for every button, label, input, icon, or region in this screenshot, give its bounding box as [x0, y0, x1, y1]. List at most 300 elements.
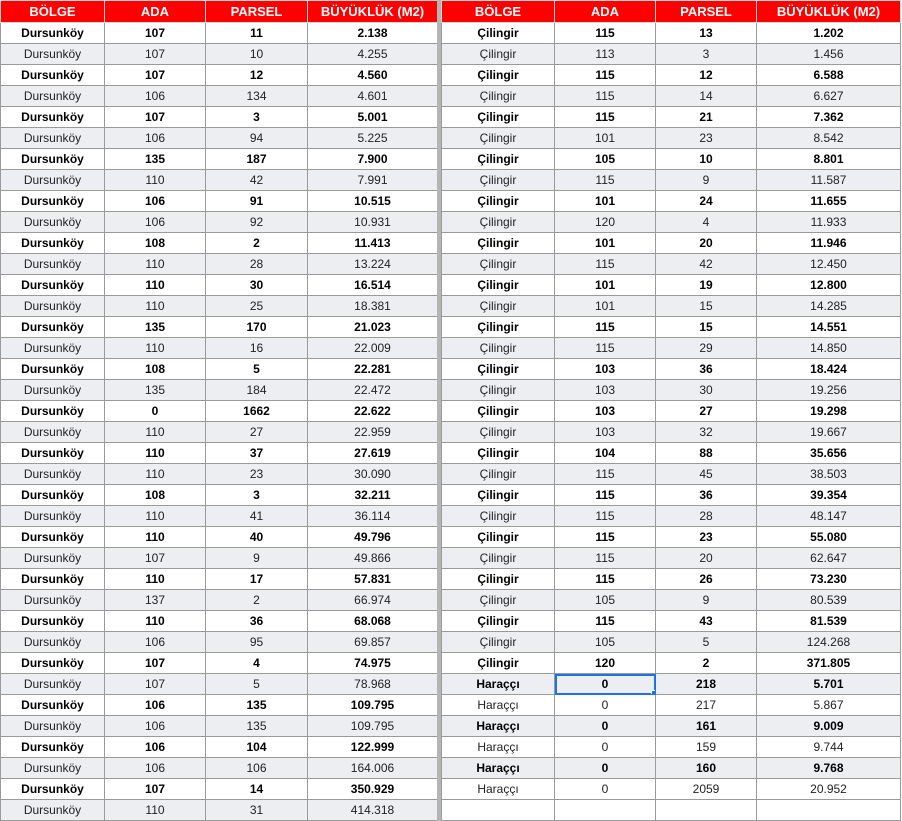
- cell-ada[interactable]: 115: [555, 317, 656, 338]
- cell-buyukluk[interactable]: 22.472: [308, 380, 438, 401]
- cell-bolge[interactable]: Çilingir: [442, 359, 555, 380]
- cell-bolge[interactable]: Çilingir: [442, 338, 555, 359]
- header-parsel[interactable]: PARSEL: [656, 1, 757, 23]
- cell-ada[interactable]: 115: [555, 23, 656, 44]
- cell-buyukluk[interactable]: 35.656: [757, 443, 901, 464]
- cell-ada[interactable]: 103: [555, 359, 656, 380]
- cell-buyukluk[interactable]: 22.281: [308, 359, 438, 380]
- cell-parsel[interactable]: 32: [656, 422, 757, 443]
- cell-bolge[interactable]: Dursunköy: [1, 107, 105, 128]
- cell-ada[interactable]: 104: [555, 443, 656, 464]
- cell-buyukluk[interactable]: 6.627: [757, 86, 901, 107]
- cell-ada[interactable]: 107: [105, 65, 206, 86]
- cell-buyukluk[interactable]: 9.009: [757, 716, 901, 737]
- cell-bolge[interactable]: Dursunköy: [1, 590, 105, 611]
- cell-buyukluk[interactable]: 73.230: [757, 569, 901, 590]
- cell-buyukluk[interactable]: 14.850: [757, 338, 901, 359]
- cell-bolge[interactable]: Dursunköy: [1, 86, 105, 107]
- cell-buyukluk[interactable]: 1.202: [757, 23, 901, 44]
- cell-ada[interactable]: 115: [555, 611, 656, 632]
- cell-ada[interactable]: 115: [555, 569, 656, 590]
- header-bolge[interactable]: BÖLGE: [442, 1, 555, 23]
- cell-ada[interactable]: 101: [555, 296, 656, 317]
- cell-ada[interactable]: 120: [555, 653, 656, 674]
- header-parsel[interactable]: PARSEL: [206, 1, 308, 23]
- cell-buyukluk[interactable]: 55.080: [757, 527, 901, 548]
- cell-parsel[interactable]: 135: [206, 716, 308, 737]
- cell-parsel[interactable]: 12: [656, 65, 757, 86]
- cell-ada[interactable]: 135: [105, 317, 206, 338]
- cell-ada[interactable]: 115: [555, 170, 656, 191]
- cell-buyukluk[interactable]: 5.867: [757, 695, 901, 716]
- cell-parsel[interactable]: 40: [206, 527, 308, 548]
- cell-ada[interactable]: 110: [105, 443, 206, 464]
- cell-bolge[interactable]: Haraççı: [442, 758, 555, 779]
- cell-bolge[interactable]: Çilingir: [442, 170, 555, 191]
- cell-buyukluk[interactable]: 5.001: [308, 107, 438, 128]
- cell-parsel[interactable]: 2: [206, 590, 308, 611]
- cell-parsel[interactable]: 161: [656, 716, 757, 737]
- cell-ada[interactable]: 110: [105, 569, 206, 590]
- cell-bolge[interactable]: Dursunköy: [1, 653, 105, 674]
- cell-parsel[interactable]: 2: [206, 233, 308, 254]
- cell-buyukluk[interactable]: 19.667: [757, 422, 901, 443]
- cell-ada[interactable]: 107: [105, 23, 206, 44]
- header-bolge[interactable]: BÖLGE: [1, 1, 105, 23]
- cell-ada[interactable]: 108: [105, 233, 206, 254]
- cell-ada[interactable]: 101: [555, 128, 656, 149]
- cell-ada[interactable]: 106: [105, 737, 206, 758]
- cell-ada[interactable]: 0: [555, 695, 656, 716]
- cell-buyukluk[interactable]: 1.456: [757, 44, 901, 65]
- cell-bolge[interactable]: Dursunköy: [1, 149, 105, 170]
- cell-buyukluk[interactable]: 10.931: [308, 212, 438, 233]
- cell-ada[interactable]: 101: [555, 191, 656, 212]
- cell-bolge[interactable]: Dursunköy: [1, 443, 105, 464]
- cell-buyukluk[interactable]: 9.744: [757, 737, 901, 758]
- cell-parsel[interactable]: 13: [656, 23, 757, 44]
- cell-parsel[interactable]: 10: [656, 149, 757, 170]
- cell-ada[interactable]: 135: [105, 149, 206, 170]
- cell-bolge[interactable]: Dursunköy: [1, 485, 105, 506]
- cell-bolge[interactable]: Çilingir: [442, 401, 555, 422]
- cell-parsel[interactable]: 45: [656, 464, 757, 485]
- cell-parsel[interactable]: 159: [656, 737, 757, 758]
- cell-buyukluk[interactable]: 7.362: [757, 107, 901, 128]
- cell-ada[interactable]: 110: [105, 506, 206, 527]
- cell-bolge[interactable]: Dursunköy: [1, 422, 105, 443]
- cell-bolge[interactable]: Dursunköy: [1, 695, 105, 716]
- cell-bolge[interactable]: Dursunköy: [1, 317, 105, 338]
- cell-parsel[interactable]: 24: [656, 191, 757, 212]
- cell-buyukluk[interactable]: 78.968: [308, 674, 438, 695]
- header-ada[interactable]: ADA: [555, 1, 656, 23]
- cell-buyukluk[interactable]: 68.068: [308, 611, 438, 632]
- cell-ada[interactable]: 115: [555, 485, 656, 506]
- cell-ada[interactable]: 137: [105, 590, 206, 611]
- cell-bolge[interactable]: Haraççı: [442, 695, 555, 716]
- cell-bolge[interactable]: Çilingir: [442, 380, 555, 401]
- cell-bolge[interactable]: Dursunköy: [1, 674, 105, 695]
- cell-ada[interactable]: 107: [105, 548, 206, 569]
- cell-parsel[interactable]: 170: [206, 317, 308, 338]
- cell-parsel[interactable]: 27: [206, 422, 308, 443]
- cell-parsel[interactable]: 15: [656, 296, 757, 317]
- cell-bolge[interactable]: Çilingir: [442, 464, 555, 485]
- cell-parsel[interactable]: 5: [206, 359, 308, 380]
- cell-ada[interactable]: 110: [105, 254, 206, 275]
- cell-bolge[interactable]: Dursunköy: [1, 233, 105, 254]
- cell-buyukluk[interactable]: 21.023: [308, 317, 438, 338]
- cell-ada[interactable]: 101: [555, 275, 656, 296]
- cell-buyukluk[interactable]: 22.959: [308, 422, 438, 443]
- cell-buyukluk[interactable]: 16.514: [308, 275, 438, 296]
- cell-ada[interactable]: 106: [105, 212, 206, 233]
- cell-ada[interactable]: 110: [105, 800, 206, 821]
- cell-buyukluk[interactable]: 109.795: [308, 716, 438, 737]
- cell-bolge[interactable]: Dursunköy: [1, 758, 105, 779]
- cell-parsel[interactable]: 4: [206, 653, 308, 674]
- cell-bolge[interactable]: Dursunköy: [1, 23, 105, 44]
- cell-buyukluk[interactable]: 11.933: [757, 212, 901, 233]
- cell-buyukluk[interactable]: 27.619: [308, 443, 438, 464]
- cell-bolge[interactable]: Dursunköy: [1, 254, 105, 275]
- cell-bolge[interactable]: Dursunköy: [1, 212, 105, 233]
- cell-parsel[interactable]: 28: [206, 254, 308, 275]
- cell-bolge[interactable]: Çilingir: [442, 527, 555, 548]
- cell-parsel[interactable]: 91: [206, 191, 308, 212]
- empty-cell[interactable]: [555, 800, 656, 821]
- cell-bolge[interactable]: Çilingir: [442, 233, 555, 254]
- cell-parsel[interactable]: 26: [656, 569, 757, 590]
- cell-buyukluk[interactable]: 62.647: [757, 548, 901, 569]
- cell-buyukluk[interactable]: 14.551: [757, 317, 901, 338]
- cell-ada[interactable]: 120: [555, 212, 656, 233]
- cell-parsel[interactable]: 43: [656, 611, 757, 632]
- cell-ada[interactable]: 115: [555, 107, 656, 128]
- cell-parsel[interactable]: 104: [206, 737, 308, 758]
- cell-parsel[interactable]: 92: [206, 212, 308, 233]
- cell-buyukluk[interactable]: 12.800: [757, 275, 901, 296]
- cell-parsel[interactable]: 23: [656, 527, 757, 548]
- cell-ada[interactable]: 106: [105, 632, 206, 653]
- cell-bolge[interactable]: Çilingir: [442, 632, 555, 653]
- cell-ada[interactable]: 107: [105, 44, 206, 65]
- cell-parsel[interactable]: 184: [206, 380, 308, 401]
- cell-buyukluk[interactable]: 13.224: [308, 254, 438, 275]
- cell-bolge[interactable]: Çilingir: [442, 443, 555, 464]
- cell-buyukluk[interactable]: 9.768: [757, 758, 901, 779]
- cell-parsel[interactable]: 16: [206, 338, 308, 359]
- cell-buyukluk[interactable]: 10.515: [308, 191, 438, 212]
- cell-bolge[interactable]: Çilingir: [442, 590, 555, 611]
- cell-bolge[interactable]: Dursunköy: [1, 779, 105, 800]
- cell-parsel[interactable]: 3: [656, 44, 757, 65]
- cell-bolge[interactable]: Çilingir: [442, 212, 555, 233]
- cell-buyukluk[interactable]: 22.622: [308, 401, 438, 422]
- cell-parsel[interactable]: 218: [656, 674, 757, 695]
- cell-buyukluk[interactable]: 414.318: [308, 800, 438, 821]
- cell-buyukluk[interactable]: 11.655: [757, 191, 901, 212]
- header-buyukluk[interactable]: BÜYÜKLÜK (M2): [757, 1, 901, 23]
- cell-bolge[interactable]: Dursunköy: [1, 275, 105, 296]
- cell-ada[interactable]: 107: [105, 107, 206, 128]
- cell-ada[interactable]: 107: [105, 653, 206, 674]
- cell-buyukluk[interactable]: 5.225: [308, 128, 438, 149]
- cell-bolge[interactable]: Dursunköy: [1, 170, 105, 191]
- cell-buyukluk[interactable]: 49.796: [308, 527, 438, 548]
- cell-bolge[interactable]: Çilingir: [442, 611, 555, 632]
- cell-parsel[interactable]: 23: [206, 464, 308, 485]
- cell-bolge[interactable]: Çilingir: [442, 44, 555, 65]
- cell-buyukluk[interactable]: 11.413: [308, 233, 438, 254]
- cell-bolge[interactable]: Dursunköy: [1, 191, 105, 212]
- cell-parsel[interactable]: 21: [656, 107, 757, 128]
- cell-parsel[interactable]: 94: [206, 128, 308, 149]
- cell-bolge[interactable]: Çilingir: [442, 65, 555, 86]
- cell-ada[interactable]: 106: [105, 716, 206, 737]
- cell-ada[interactable]: 106: [105, 86, 206, 107]
- cell-buyukluk[interactable]: 8.542: [757, 128, 901, 149]
- cell-ada[interactable]: 0: [555, 716, 656, 737]
- cell-buyukluk[interactable]: 49.866: [308, 548, 438, 569]
- cell-ada[interactable]: 115: [555, 506, 656, 527]
- cell-bolge[interactable]: Dursunköy: [1, 128, 105, 149]
- cell-bolge[interactable]: Çilingir: [442, 569, 555, 590]
- cell-buyukluk[interactable]: 81.539: [757, 611, 901, 632]
- cell-buyukluk[interactable]: 19.298: [757, 401, 901, 422]
- cell-ada[interactable]: 115: [555, 527, 656, 548]
- cell-parsel[interactable]: 9: [656, 170, 757, 191]
- cell-parsel[interactable]: 36: [656, 359, 757, 380]
- cell-bolge[interactable]: Çilingir: [442, 506, 555, 527]
- cell-ada[interactable]: 0: [555, 737, 656, 758]
- cell-parsel[interactable]: 5: [656, 632, 757, 653]
- cell-bolge[interactable]: Dursunköy: [1, 401, 105, 422]
- cell-buyukluk[interactable]: 7.991: [308, 170, 438, 191]
- cell-ada[interactable]: 115: [555, 338, 656, 359]
- cell-bolge[interactable]: Çilingir: [442, 191, 555, 212]
- cell-parsel[interactable]: 106: [206, 758, 308, 779]
- cell-parsel[interactable]: 160: [656, 758, 757, 779]
- cell-parsel[interactable]: 36: [656, 485, 757, 506]
- cell-bolge[interactable]: Dursunköy: [1, 737, 105, 758]
- cell-ada[interactable]: 110: [105, 296, 206, 317]
- cell-parsel[interactable]: 37: [206, 443, 308, 464]
- cell-buyukluk[interactable]: 38.503: [757, 464, 901, 485]
- cell-buyukluk[interactable]: 39.354: [757, 485, 901, 506]
- empty-cell[interactable]: [757, 800, 901, 821]
- cell-buyukluk[interactable]: 12.450: [757, 254, 901, 275]
- cell-ada[interactable]: 106: [105, 695, 206, 716]
- cell-ada[interactable]: 0: [555, 674, 656, 695]
- cell-ada[interactable]: 113: [555, 44, 656, 65]
- cell-bolge[interactable]: Çilingir: [442, 422, 555, 443]
- header-ada[interactable]: ADA: [105, 1, 206, 23]
- cell-buyukluk[interactable]: 36.114: [308, 506, 438, 527]
- cell-bolge[interactable]: Haraççı: [442, 779, 555, 800]
- cell-bolge[interactable]: Çilingir: [442, 107, 555, 128]
- cell-bolge[interactable]: Çilingir: [442, 149, 555, 170]
- cell-ada[interactable]: 107: [105, 779, 206, 800]
- cell-ada[interactable]: 105: [555, 590, 656, 611]
- cell-parsel[interactable]: 217: [656, 695, 757, 716]
- cell-parsel[interactable]: 4: [656, 212, 757, 233]
- cell-buyukluk[interactable]: 11.587: [757, 170, 901, 191]
- cell-ada[interactable]: 105: [555, 632, 656, 653]
- cell-bolge[interactable]: Dursunköy: [1, 464, 105, 485]
- cell-ada[interactable]: 0: [555, 779, 656, 800]
- cell-buyukluk[interactable]: 109.795: [308, 695, 438, 716]
- cell-parsel[interactable]: 10: [206, 44, 308, 65]
- cell-parsel[interactable]: 20: [656, 548, 757, 569]
- cell-bolge[interactable]: Dursunköy: [1, 506, 105, 527]
- cell-bolge[interactable]: Çilingir: [442, 128, 555, 149]
- empty-cell[interactable]: [442, 800, 555, 821]
- cell-buyukluk[interactable]: 5.701: [757, 674, 901, 695]
- cell-buyukluk[interactable]: 11.946: [757, 233, 901, 254]
- cell-parsel[interactable]: 88: [656, 443, 757, 464]
- cell-parsel[interactable]: 17: [206, 569, 308, 590]
- cell-ada[interactable]: 103: [555, 422, 656, 443]
- cell-bolge[interactable]: Dursunköy: [1, 338, 105, 359]
- cell-parsel[interactable]: 9: [656, 590, 757, 611]
- cell-parsel[interactable]: 135: [206, 695, 308, 716]
- cell-parsel[interactable]: 95: [206, 632, 308, 653]
- cell-bolge[interactable]: Çilingir: [442, 317, 555, 338]
- cell-buyukluk[interactable]: 2.138: [308, 23, 438, 44]
- cell-bolge[interactable]: Dursunköy: [1, 632, 105, 653]
- cell-buyukluk[interactable]: 18.381: [308, 296, 438, 317]
- cell-bolge[interactable]: Dursunköy: [1, 359, 105, 380]
- cell-buyukluk[interactable]: 30.090: [308, 464, 438, 485]
- cell-parsel[interactable]: 14: [206, 779, 308, 800]
- cell-ada[interactable]: 110: [105, 338, 206, 359]
- cell-buyukluk[interactable]: 4.560: [308, 65, 438, 86]
- cell-buyukluk[interactable]: 122.999: [308, 737, 438, 758]
- cell-parsel[interactable]: 31: [206, 800, 308, 821]
- cell-ada[interactable]: 115: [555, 548, 656, 569]
- cell-buyukluk[interactable]: 18.424: [757, 359, 901, 380]
- cell-buyukluk[interactable]: 4.255: [308, 44, 438, 65]
- cell-ada[interactable]: 0: [105, 401, 206, 422]
- cell-ada[interactable]: 103: [555, 401, 656, 422]
- cell-ada[interactable]: 106: [105, 191, 206, 212]
- cell-parsel[interactable]: 14: [656, 86, 757, 107]
- cell-ada[interactable]: 107: [105, 674, 206, 695]
- cell-parsel[interactable]: 2: [656, 653, 757, 674]
- cell-bolge[interactable]: Çilingir: [442, 86, 555, 107]
- cell-bolge[interactable]: Dursunköy: [1, 44, 105, 65]
- cell-ada[interactable]: 110: [105, 422, 206, 443]
- cell-parsel[interactable]: 28: [656, 506, 757, 527]
- cell-buyukluk[interactable]: 74.975: [308, 653, 438, 674]
- cell-ada[interactable]: 106: [105, 128, 206, 149]
- cell-buyukluk[interactable]: 57.831: [308, 569, 438, 590]
- cell-parsel[interactable]: 27: [656, 401, 757, 422]
- cell-parsel[interactable]: 42: [656, 254, 757, 275]
- cell-parsel[interactable]: 5: [206, 674, 308, 695]
- cell-parsel[interactable]: 30: [206, 275, 308, 296]
- cell-bolge[interactable]: Çilingir: [442, 275, 555, 296]
- cell-bolge[interactable]: Çilingir: [442, 548, 555, 569]
- cell-buyukluk[interactable]: 14.285: [757, 296, 901, 317]
- cell-buyukluk[interactable]: 32.211: [308, 485, 438, 506]
- cell-bolge[interactable]: Çilingir: [442, 23, 555, 44]
- cell-parsel[interactable]: 134: [206, 86, 308, 107]
- cell-ada[interactable]: 110: [105, 464, 206, 485]
- cell-ada[interactable]: 101: [555, 233, 656, 254]
- cell-parsel[interactable]: 30: [656, 380, 757, 401]
- cell-bolge[interactable]: Dursunköy: [1, 548, 105, 569]
- cell-bolge[interactable]: Dursunköy: [1, 65, 105, 86]
- cell-parsel[interactable]: 3: [206, 107, 308, 128]
- cell-ada[interactable]: 115: [555, 464, 656, 485]
- cell-bolge[interactable]: Dursunköy: [1, 296, 105, 317]
- cell-buyukluk[interactable]: 19.256: [757, 380, 901, 401]
- cell-buyukluk[interactable]: 8.801: [757, 149, 901, 170]
- cell-bolge[interactable]: Haraççı: [442, 737, 555, 758]
- cell-ada[interactable]: 108: [105, 485, 206, 506]
- cell-bolge[interactable]: Dursunköy: [1, 611, 105, 632]
- cell-ada[interactable]: 106: [105, 758, 206, 779]
- cell-buyukluk[interactable]: 371.805: [757, 653, 901, 674]
- cell-bolge[interactable]: Dursunköy: [1, 800, 105, 821]
- cell-parsel[interactable]: 3: [206, 485, 308, 506]
- cell-parsel[interactable]: 12: [206, 65, 308, 86]
- cell-bolge[interactable]: Dursunköy: [1, 716, 105, 737]
- cell-ada[interactable]: 110: [105, 527, 206, 548]
- cell-buyukluk[interactable]: 6.588: [757, 65, 901, 86]
- cell-ada[interactable]: 0: [555, 758, 656, 779]
- cell-parsel[interactable]: 2059: [656, 779, 757, 800]
- cell-ada[interactable]: 103: [555, 380, 656, 401]
- cell-ada[interactable]: 115: [555, 254, 656, 275]
- cell-buyukluk[interactable]: 4.601: [308, 86, 438, 107]
- cell-parsel[interactable]: 42: [206, 170, 308, 191]
- cell-parsel[interactable]: 9: [206, 548, 308, 569]
- cell-buyukluk[interactable]: 350.929: [308, 779, 438, 800]
- cell-ada[interactable]: 105: [555, 149, 656, 170]
- cell-bolge[interactable]: Haraççı: [442, 716, 555, 737]
- cell-ada[interactable]: 135: [105, 380, 206, 401]
- cell-bolge[interactable]: Çilingir: [442, 296, 555, 317]
- cell-buyukluk[interactable]: 66.974: [308, 590, 438, 611]
- cell-buyukluk[interactable]: 80.539: [757, 590, 901, 611]
- cell-bolge[interactable]: Çilingir: [442, 653, 555, 674]
- cell-parsel[interactable]: 11: [206, 23, 308, 44]
- cell-parsel[interactable]: 23: [656, 128, 757, 149]
- cell-bolge[interactable]: Çilingir: [442, 254, 555, 275]
- cell-bolge[interactable]: Çilingir: [442, 485, 555, 506]
- cell-ada[interactable]: 110: [105, 611, 206, 632]
- cell-ada[interactable]: 108: [105, 359, 206, 380]
- cell-buyukluk[interactable]: 7.900: [308, 149, 438, 170]
- cell-buyukluk[interactable]: 48.147: [757, 506, 901, 527]
- cell-ada[interactable]: 115: [555, 65, 656, 86]
- cell-parsel[interactable]: 20: [656, 233, 757, 254]
- cell-parsel[interactable]: 25: [206, 296, 308, 317]
- cell-parsel[interactable]: 187: [206, 149, 308, 170]
- cell-parsel[interactable]: 1662: [206, 401, 308, 422]
- cell-parsel[interactable]: 29: [656, 338, 757, 359]
- cell-buyukluk[interactable]: 22.009: [308, 338, 438, 359]
- cell-buyukluk[interactable]: 124.268: [757, 632, 901, 653]
- cell-ada[interactable]: 115: [555, 86, 656, 107]
- cell-bolge[interactable]: Dursunköy: [1, 569, 105, 590]
- cell-ada[interactable]: 110: [105, 275, 206, 296]
- cell-bolge[interactable]: Dursunköy: [1, 527, 105, 548]
